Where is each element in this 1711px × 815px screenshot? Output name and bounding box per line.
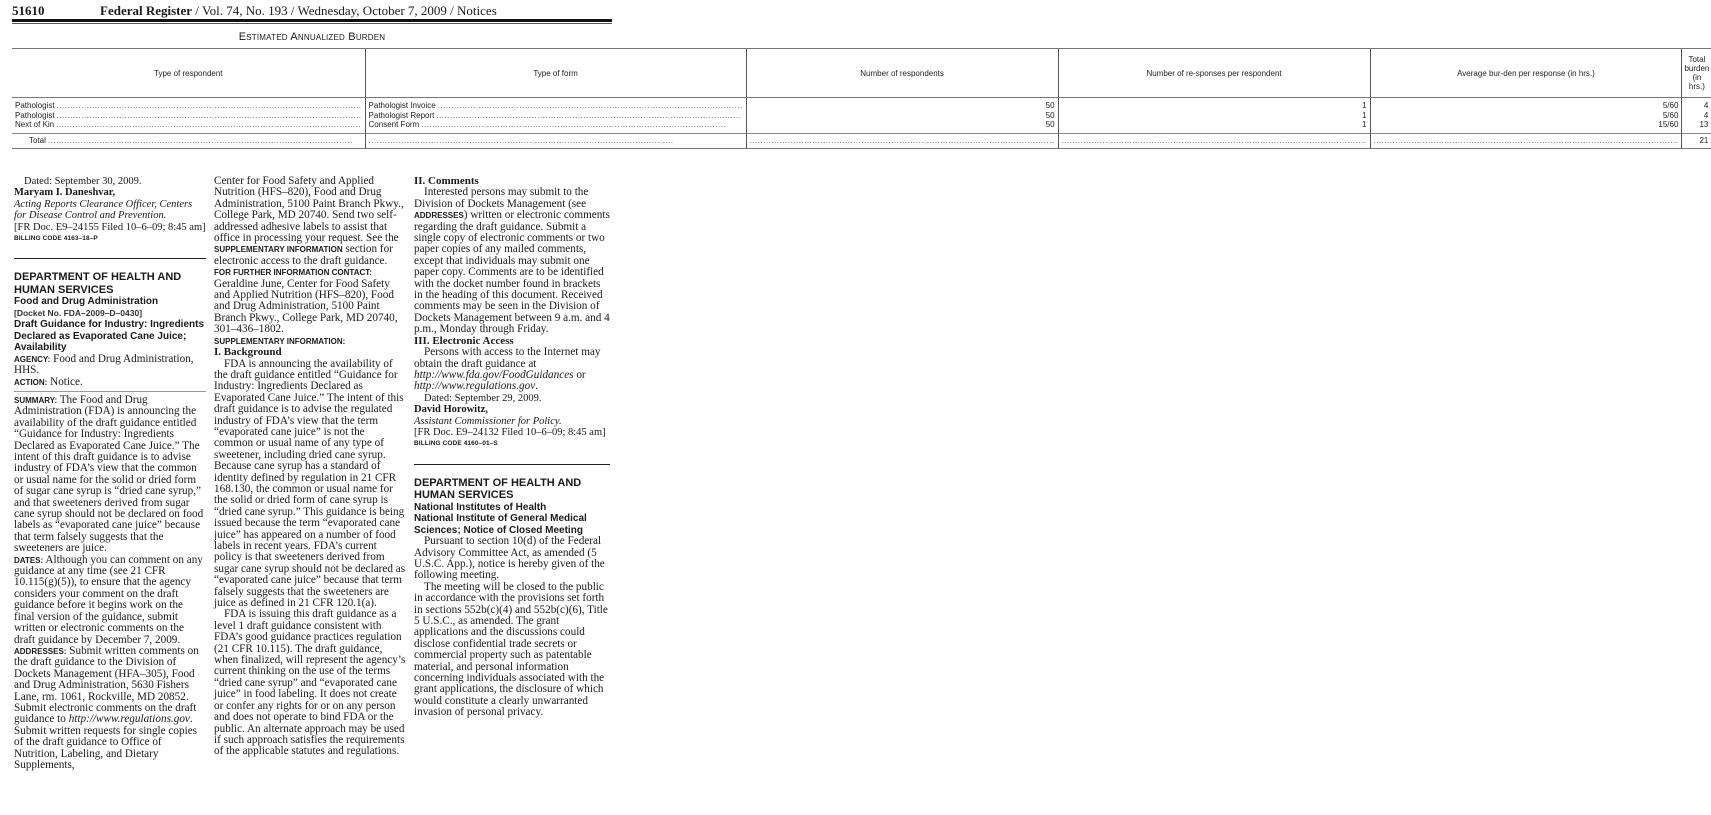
- col-header-responses: Number of re-sponses per respondent: [1058, 49, 1370, 98]
- signer-title: Acting Reports Clearance Officer, Centers for Disease Control and Prevention.: [14, 198, 193, 222]
- addresses-field: [14, 646, 206, 771]
- table-row: [12, 120, 1711, 133]
- section-divider: [414, 464, 610, 465]
- contact-label: FOR FURTHER INFORMATION CONTACT:: [214, 268, 372, 278]
- running-header: [12, 3, 610, 19]
- cell-form: Pathologist Report: [368, 110, 435, 120]
- background-paragraph-2: FDA is issuing this draft guidance as a level 1 draft guidance consistent with FDA’s good guidance practices regulation (21 CFR 10.115). The draft guidance, when finalized, will represent the agency’s current thinking on the use of the terms “dried cane syrup” and “evaporated cane juice” in food labeling. It does not create or confer any rights for or on any person and does not operate to bind FDA or the public. An alternate approach may be used if such approach satisfies the requirements of the applicable statutes and regulations.: [214, 608, 406, 758]
- cell-respondents: 50: [746, 120, 1058, 133]
- action-text: Notice.: [50, 375, 83, 388]
- cell-total: 13: [1682, 120, 1711, 133]
- cell-form: Consent Form: [368, 120, 420, 129]
- dates-text: Although you can comment on any guidance at any time (see 21 CFR 10.115(g)(5)), to ensure that the agency considers your comment on the draft guidance before it begins work on the final version of the guidance, submit written or electronic comments on the draft guidance by December 7, 2009.: [14, 553, 203, 646]
- issue-date: Wednesday, October 7, 2009: [297, 3, 447, 18]
- header-rule-thin: [12, 23, 612, 24]
- department-heading: DEPARTMENT OF HEALTH AND HUMAN SERVICES: [14, 271, 182, 296]
- publication-name: Federal Register: [100, 3, 193, 18]
- addresses-text-cont: . Submit written requests for single copies of the draft guidance to Office of Nutrition, Labeling, and Dietary Supplements,: [14, 713, 198, 771]
- page-number: 51610: [12, 3, 45, 18]
- cell-respondents: 50: [746, 111, 1058, 121]
- col-header-avg-burden: Average bur-den per response (in hrs.): [1370, 49, 1682, 98]
- summary-field: [14, 395, 206, 555]
- billing-code: BILLING CODE 4163–18–P: [14, 235, 98, 243]
- publication-line: Federal Register / Vol. 74, No. 193 / Wednesday, October 7, 2009 / Notices: [100, 3, 497, 18]
- addresses-label: ADDRESSES:: [14, 646, 67, 656]
- cell-avg-burden: 15/60: [1370, 120, 1682, 133]
- electronic-end: .: [535, 380, 538, 393]
- table-row: [12, 98, 1711, 111]
- docket-number: [Docket No. FDA–2009–D–0430]: [14, 307, 143, 318]
- electronic-access-paragraph: [414, 347, 610, 393]
- comments-paragraph: [414, 187, 610, 335]
- billing-code: BILLING CODE 4160–01–S: [414, 440, 498, 448]
- agency-field: [14, 354, 206, 377]
- burden-table: [12, 48, 1711, 149]
- subject-heading: National Institute of General Medical Sciences; Notice of Closed Meeting: [414, 513, 587, 536]
- col-header-respondents: Number of respondents: [746, 49, 1058, 98]
- section-name: Notices: [457, 3, 497, 18]
- signer-title: Assistant Commissioner for Policy.: [414, 415, 562, 427]
- electronic-or: or: [573, 368, 586, 381]
- table-total-row: [12, 133, 1711, 148]
- column-1: [14, 176, 206, 771]
- column-2: [214, 176, 406, 758]
- section-divider: [14, 258, 206, 259]
- addresses-cont-text2: section for electronic access to the draft guidance.: [214, 243, 393, 267]
- col-header-total-burden: Total burden (in hrs.): [1682, 49, 1711, 98]
- agency-label: AGENCY:: [14, 354, 51, 364]
- department-heading: DEPARTMENT OF HEALTH AND HUMAN SERVICES: [414, 476, 582, 502]
- cell-responses: 1: [1058, 98, 1370, 111]
- subject-heading: Draft Guidance for Industry: Ingredients Declared as Evaporated Cane Juice; Availability: [14, 319, 205, 354]
- volume-issue: Vol. 74, No. 193: [201, 3, 288, 18]
- addresses-continued: [214, 176, 406, 267]
- electronic-text: Persons with access to the Internet may obtain the draft guidance at: [414, 346, 601, 370]
- cell-responses: 1: [1058, 120, 1370, 133]
- cell-avg-burden: 5/60: [1370, 98, 1682, 111]
- cell-total: 4: [1682, 98, 1711, 111]
- signer-name: David Horowitz,: [414, 404, 488, 416]
- comments-text-cont: ) written or electronic comments regarding the draft guidance. Submit a single copy of electronic comments or two paper copies of any mailed comments, except that individuals may submit one paper copy. Comments are to be identified with the docket number found in brackets in the heading of this document. Received comments may be seen in the Division of Dockets Management between 9 a.m. and 4 p.m., Monday through Friday.: [414, 209, 610, 336]
- addresses-cont-text: Center for Food Safety and Applied Nutrition (HFS–820), Food and Drug Administration, 5100 Paint Branch Pkwy., College Park, MD 20740. Send two self-addressed adhesive labels to assist that office in processing your request. See the: [214, 175, 404, 245]
- cell-respondent: Pathologist: [15, 110, 55, 120]
- meeting-paragraph-2: The meeting will be closed to the public in accordance with the provisions set forth in sections 552b(c)(4) and 552b(c)(6), Title 5 U.S.C., as amended. The grant applications and the discussions could disclose confidential trade secrets or commercial property such as patentable material, and personal information concerning individuals associated with the grant applications, the disclosure of which would constitute a clearly unwarranted invasion of personal privacy.: [414, 580, 608, 719]
- cell-respondent: Next of Kin: [15, 120, 55, 129]
- agency-text: Food and Drug Administration, HHS.: [14, 352, 194, 377]
- action-field: [14, 377, 206, 388]
- cell-respondent: Pathologist: [15, 101, 55, 110]
- fr-doc: [FR Doc. E9–24155 Filed 10–6–09; 8:45 am]: [14, 221, 206, 233]
- table-row: [12, 111, 1711, 121]
- electronic-access-heading: III. Electronic Access: [414, 334, 514, 347]
- dates-label: DATES:: [14, 555, 44, 565]
- comments-heading: II. Comments: [414, 175, 479, 187]
- contact-text: Geraldine June, Center for Food Safety and Applied Nutrition (HFS–820), Food and Drug Administration, 5100 Paint Branch Pkwy., College Park, MD 20740, 301–436–1802.: [214, 277, 398, 336]
- summary-text: The Food and Drug Administration (FDA) is announcing the availability of the draft guidance entitled “Guidance for Industry: Ingredients Declared as Evaporated Cane Juice.” The intent of this draft guidance is to advise industry of FDA’s view that the common or usual name for the solid or dried form of sugar cane syrup is “dried cane syrup,” and that sweeteners derived from sugar cane syrup should not be declared on food labels as “evaporated cane juice” because that term falsely suggests that the sweeteners are juice.: [14, 393, 204, 555]
- agency-heading: Food and Drug Administration: [14, 296, 159, 308]
- background-heading: I. Background: [214, 346, 282, 359]
- summary-divider: [14, 391, 206, 392]
- addresses-text: Submit written comments on the draft guidance to the Division of Dockets Management (HFA–305), Food and Drug Administration, 5630 Fishers Lane, rm. 1061, Rockville, MD 20852. Submit electronic comments on the draft guidance to: [14, 644, 199, 726]
- dates-field: [14, 555, 206, 646]
- dated-line: Dated: September 30, 2009.: [24, 176, 142, 187]
- agency-heading: National Institutes of Health: [414, 501, 547, 513]
- cell-respondents: 50: [746, 98, 1058, 111]
- total-label: Total: [29, 135, 46, 145]
- background-paragraph-1: FDA is announcing the availability of the draft guidance entitled “Guidance for Industry: Ingredients Declared as Evaporated Cane Juice.” The intent of this draft guidance is to advise the regulated industry of FDA’s view that the term “evaporated cane juice” is not the common or usual name of any type of sweetener, including dried cane syrup. Because cane syrup has a standard of identity defined by regulation in 21 CFR 168.130, the common or usual name for the solid or dried form of cane syrup is “dried cane syrup.” This guidance is being issued because the term “evaporated cane juice” has appeared on a number of food labels in recent years. FDA’s current policy is that sweeteners derived from sugar cane syrup should not be declared as “evaporated cane juice” because that term falsely suggests that the sweeteners are juice as defined in 21 CFR 120.1(a).: [214, 357, 406, 610]
- column-3: [414, 176, 610, 719]
- contact-field: [214, 267, 406, 335]
- table-title: Estimated Annualized Burden: [238, 31, 386, 43]
- regulations-link[interactable]: http://www.regulations.gov: [414, 380, 536, 393]
- cell-form: Pathologist Invoice: [368, 101, 436, 110]
- signer-name: Maryam I. Daneshvar,: [14, 187, 116, 199]
- col-header-form: Type of form: [365, 49, 746, 98]
- supplementary-ref: SUPPLEMENTARY INFORMATION: [214, 245, 343, 255]
- total-value: 21: [1682, 133, 1711, 148]
- comments-text: Interested persons may submit to the Division of Dockets Management (see: [414, 186, 589, 210]
- dated-line: Dated: September 29, 2009.: [424, 392, 542, 404]
- supplementary-label: SUPPLEMENTARY INFORMATION:: [214, 336, 346, 346]
- addresses-ref: ADDRESSES: [414, 211, 464, 221]
- cell-responses: 1: [1058, 111, 1370, 121]
- cell-total: 4: [1682, 111, 1711, 121]
- col-header-respondent: Type of respondent: [12, 49, 365, 98]
- summary-label: SUMMARY:: [14, 395, 58, 405]
- table-header-row: [12, 49, 1711, 98]
- action-label: ACTION:: [14, 377, 48, 387]
- meeting-paragraph-1: Pursuant to section 10(d) of the Federal Advisory Committee Act, as amended (5 U.S.C. App.), notice is hereby given of the following meeting.: [414, 535, 605, 582]
- header-rule: [12, 19, 612, 22]
- regulations-link[interactable]: http://www.regulations.gov: [68, 713, 190, 726]
- fr-doc: [FR Doc. E9–24132 Filed 10–6–09; 8:45 am]: [414, 426, 606, 438]
- fda-guidance-link[interactable]: http://www.fda.gov/FoodGuidances: [414, 368, 574, 381]
- cell-avg-burden: 5/60: [1370, 111, 1682, 121]
